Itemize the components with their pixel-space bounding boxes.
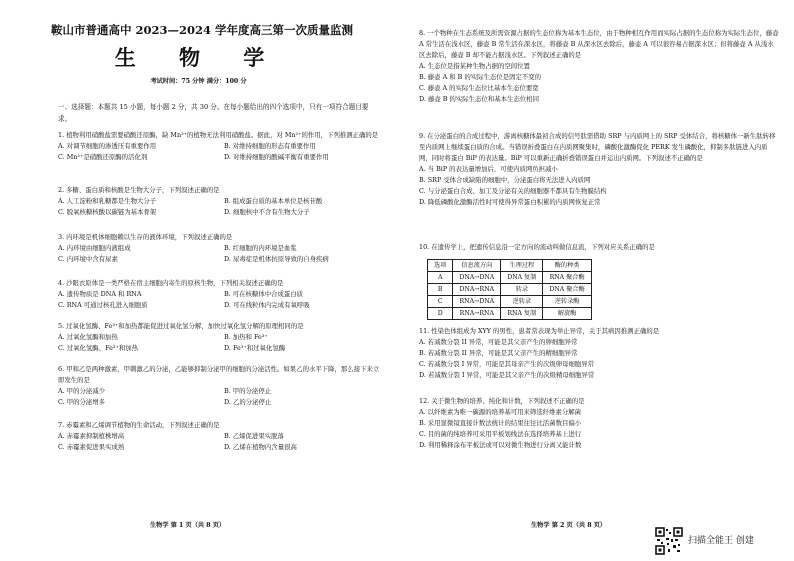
- option-a: A. 若减数分裂 II 异常，可能是其父亲产生的卵细胞异常: [419, 338, 578, 346]
- option-d: D. 乙烯在植物内含量很高: [224, 443, 297, 451]
- page-footer: 生物学 第 2 页（共 8 页）: [531, 522, 607, 529]
- option-c: C. 内环境中含有尿素: [58, 255, 118, 263]
- option-d: D. 利用稀释涂布平板法或可以对微生物进行分离又能计数: [419, 441, 582, 449]
- column-header: 信息流方向: [453, 260, 501, 272]
- option-a: A. 以纤维素为唯一碳源的培养基可用来筛选纤维素分解菌: [419, 408, 582, 416]
- option-d: D. 藤壶 B 的实际生态位和基本生态位相同: [419, 95, 539, 103]
- option-c: C. 藤壶 A 的实际生态位比基本生态位要宽: [419, 84, 539, 92]
- option-d: D. 降低磷酸化激酶活性时可使得异常蛋白积累的内质网恢复正常: [419, 198, 601, 206]
- option-a: A. 生态位是指某种生物占据的空间位置: [419, 62, 530, 70]
- question-stem: 9. 在分泌蛋白的合成过程中，游离核糖体最初合成的信号肽需借助 SRP 与内质网上的 SRP 受体结合，将核糖体一新生肽转移至内质网上继续蛋白质的合成。当错误折叠蛋白在内质网聚集时，磷酸化激酶促化 PERK 发生磷酸化，抑制多肽链进入内质网，同时将蛋白 BiP 的表达量。BiP 可以重新正确折叠错误蛋白并运出内质网。下列叙述不正确的是: [419, 132, 776, 162]
- column-header: 生理过程: [501, 260, 543, 272]
- table-cell: 解旋酶: [543, 308, 591, 320]
- option-c: C. 若减数分裂 I 异常，可能是其母亲产生的次级卵母细胞异常: [419, 360, 595, 368]
- question-2: [58, 185, 384, 218]
- question-3: [58, 232, 384, 265]
- question-stem: 11. 性染色体组成为 XYY 的男性，患者常表现为举止异常，关于其病因推测正确的是: [419, 327, 660, 335]
- qr-code-icon: [655, 527, 683, 555]
- info-flow-table: [427, 259, 592, 320]
- option-a: A. 当 BiP 的表达量增加后，可使内质网负担减小: [419, 165, 558, 173]
- option-a: A. 人工淀粉和乳糖都是生物大分子: [58, 197, 157, 205]
- option-a: A. 遗传物质是 DNA 和 RNA: [58, 290, 142, 298]
- question-9: [419, 131, 779, 208]
- subject-title: 生 物 学: [114, 45, 283, 70]
- table-cell: DNA 聚合酶: [543, 284, 591, 296]
- option-b: B. 若减数分裂 II 异常，可能是其父亲产生的精细胞异常: [419, 349, 578, 357]
- option-a: A. 过氧化氢酶和加热: [58, 333, 118, 341]
- question-stem: 7. 赤霉素和乙烯调节植物的生命活动，下列叙述正确的是: [58, 421, 220, 429]
- section-instructions: 一、选择题：本题共 15 小题，每小题 2 分，共 30 分。在每小题给出的四个选项中，只有一项符合题目要求。: [58, 103, 369, 123]
- question-8: [419, 28, 779, 105]
- option-c: C. Mn²⁺是硝酸还原酶的活化剂: [58, 153, 148, 161]
- question-4: [58, 278, 384, 311]
- option-d: D. 细胞核中不含有生物大分子: [224, 208, 310, 216]
- question-stem: 6. 甲和乙是两种激素，甲刺激乙的分泌，乙能够抑制分泌甲的细胞的分泌活性。如果乙的水平下降，那么接下来立即发生的是: [58, 365, 380, 384]
- question-stem: 1. 植物利用硝酸盐需要硝酸还原酶，缺 Mn²⁺的植物无法利用硝酸盐。据此，对 Mn²⁺的作用，下列推测正确的是: [58, 131, 379, 139]
- option-d: D. 对维持细胞的酸碱平衡有重要作用: [224, 153, 329, 161]
- question-stem: 12. 关于微生物的培养、纯化和计数，下列叙述不正确的是: [419, 397, 585, 405]
- table-cell: RNA 复制: [501, 308, 543, 320]
- question-stem: 4. 沙眼衣原体是一类严格在宿主细胞内寄生的原核生物，下列相关叙述正确的是: [58, 279, 284, 287]
- table-row: [428, 284, 592, 296]
- table-cell: A: [428, 272, 453, 284]
- option-d: D. 乙的分泌停止: [224, 398, 272, 406]
- table-row: [428, 308, 592, 320]
- column-header: 酶的种类: [543, 260, 591, 272]
- option-d: D. Fe³⁺和过氧化氢酶: [224, 344, 286, 352]
- question-7: [58, 420, 384, 453]
- table-cell: RNA→RNA: [453, 308, 501, 320]
- option-c: C. 与分泌蛋白合成、加工及分泌有关的细胞器不都具有生物膜结构: [419, 187, 607, 195]
- exam-title: 鞍山市普通高中 2023—2024 学年度高三第一次质量监测: [50, 23, 354, 37]
- table-cell: DNA→DNA: [453, 272, 501, 284]
- option-b: B. 甲的分泌停止: [224, 387, 272, 395]
- question-stem: 10. 在遗传学上，把遗传信息沿一定方向的流动叫做信息流，下列对应关系正确的是: [419, 243, 655, 251]
- page-footer: 生物学 第 1 页（共 8 页）: [150, 522, 226, 529]
- table-cell: DNA→RNA: [453, 284, 501, 296]
- table-cell: 逆转录: [501, 296, 543, 308]
- option-c: C. 脱氧核糖核酸以碳链为基本骨架: [58, 208, 157, 216]
- question-6: [58, 364, 384, 408]
- option-b: B. 红细胞的内环境是血浆: [224, 244, 297, 252]
- option-b: B. 采用显微镜直接计数法统计的结果往往比活菌数目偏小: [419, 419, 582, 427]
- question-stem: 8. 一个物种在生态系统及所需资源占据的生态位称为基本生态位，由于物种相互作用而实际占据的生态位称为实际生态位，藤壶 A 常生活在浅水区，藤壶 B 常生活在深水区，将藤壶 B 从深水区去除后，藤壶 A 可以很容易占据深水区；但将藤壶 A 从浅水区去除后，藤壶 B 却不能占据浅水区。下列叙述正确的是: [419, 29, 779, 59]
- option-c: C. RNA 可通过核孔进入细胞质: [58, 301, 148, 309]
- question-12: [419, 396, 779, 451]
- table-cell: DNA 复制: [501, 272, 543, 284]
- option-d: D. 尿毒症是机体抗原导致的自身疾病: [224, 255, 329, 263]
- option-b: B. 藤壶 A 和 B 的实际生态位是固定不变的: [419, 73, 542, 81]
- question-5: [58, 321, 384, 354]
- table-row: [428, 296, 592, 308]
- table-cell: C: [428, 296, 453, 308]
- scanner-watermark: 扫描全能王 创建: [688, 536, 754, 546]
- question-1: [58, 130, 384, 163]
- option-c: C. 目的菌的纯培养可采用平板划线法在选择培养基上进行: [419, 430, 582, 438]
- question-stem: 3. 内环境是机体细胞赖以生存的液体环境，下列叙述正确的是: [58, 233, 233, 241]
- right-page: [397, 0, 794, 561]
- table-cell: 逆转录酶: [543, 296, 591, 308]
- option-b: B. 对维持细胞的形态有重要作用: [224, 142, 316, 150]
- question-11: [419, 326, 779, 381]
- option-c: C. 过氧化氢酶、Fe³⁺和加热: [58, 344, 139, 352]
- exam-info: 考试时间：75 分钟 满分：100 分: [150, 78, 247, 85]
- option-b: B. 组成蛋白质的基本单位是核苷酸: [224, 197, 323, 205]
- option-a: A. 对调节细胞的渗透压有重要作用: [58, 142, 157, 150]
- table-cell: 转录: [501, 284, 543, 296]
- column-header: 选项: [428, 260, 453, 272]
- option-a: A. 赤霉素抑制植株增高: [58, 432, 125, 440]
- option-c: C. 甲的分泌增多: [58, 398, 106, 406]
- option-b: B. SRP 受体合成缺陷的细胞中，分泌蛋白将无法进入内质网: [419, 176, 591, 184]
- option-d: D. 若减数分裂 I 异常，可能是其父亲产生的次级精母细胞异常: [419, 371, 595, 379]
- option-b: B. 乙烯促进果实脱落: [224, 432, 284, 440]
- table-cell: D: [428, 308, 453, 320]
- option-d: D. 可在线粒体内完成有氧呼吸: [224, 301, 310, 309]
- option-a: A. 内环境由细胞内液组成: [58, 244, 131, 252]
- table-cell: B: [428, 284, 453, 296]
- table-row: [428, 272, 592, 284]
- option-c: C. 赤霉素促进果实成熟: [58, 443, 125, 451]
- table-cell: RNA→DNA: [453, 296, 501, 308]
- question-10: [419, 242, 779, 320]
- option-a: A. 甲的分泌减少: [58, 387, 106, 395]
- option-b: B. 加热和 Fe³⁺: [224, 333, 268, 341]
- question-stem: 2. 多糖、蛋白质和核酸是生物大分子，下列叙述正确的是: [58, 186, 220, 194]
- question-stem: 5. 过氧化氢酶、Fe³⁺和加热都能促进过氧化氢分解，加快过氧化氢分解的原理相同的是: [58, 322, 304, 330]
- table-header-row: [428, 260, 592, 272]
- option-b: B. 可在核糖体中合成蛋白质: [224, 290, 304, 298]
- table-cell: RNA 聚合酶: [543, 272, 591, 284]
